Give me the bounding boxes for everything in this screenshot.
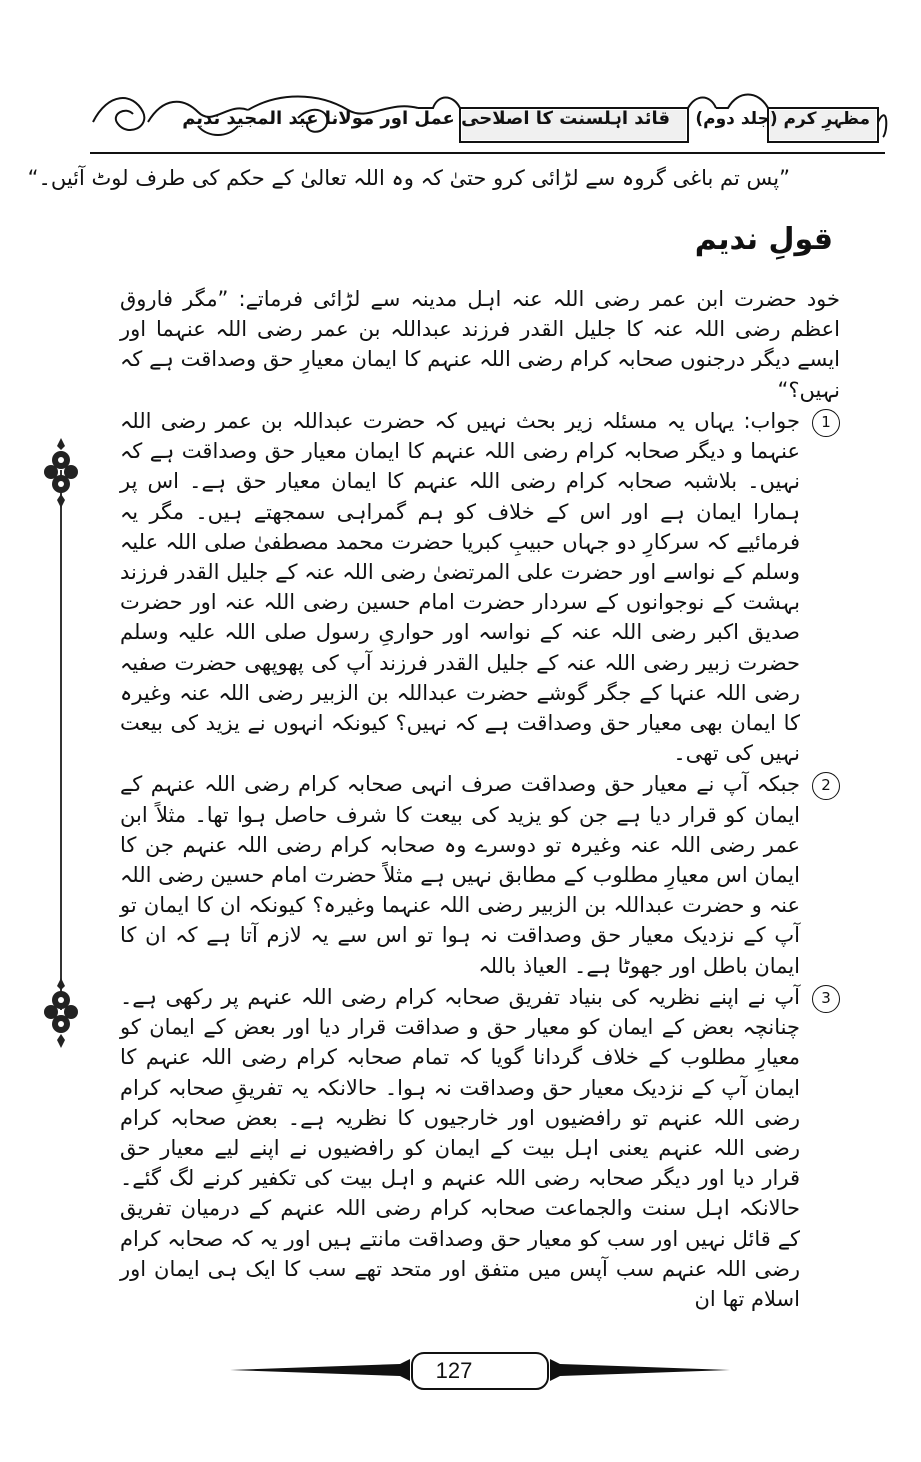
page-number: 127: [435, 1358, 473, 1383]
numbered-point: [120, 982, 840, 1314]
point-number: 3: [812, 985, 840, 1013]
intro-paragraph: خود حضرت ابن عمر رضی اللہ عنہ اہل مدینہ سے لڑائی فرماتے: ”مگر فاروق اعظم رضی اللہ عنہ کا جلیل القدر فرزند عبداللہ بن عمر رضی اللہ عنہما اور ایسے دیگر درجنوں صحابہ کرام رضی اللہ عنہم کا ایمان معیارِ حق وصداقت ہے کہ نہیں؟“: [120, 287, 840, 402]
numbered-point: [120, 406, 840, 768]
numbered-point: [120, 769, 840, 980]
point-text: آپ نے اپنے نظریہ کی بنیاد تفریق صحابہ کرام رضی اللہ عنہم پر رکھی ہے۔ چنانچہ بعض کے ایمان کو معیار حق و صداقت قرار دیا اور بعض کے ایمان کو معیارِ مطلوب کے خلاف گردانا گویا کہ تمام صحابہ کرام رضی اللہ عنہم کا ایمان آپ کے نزدیک معیار حق وصداقت نہ ہوا۔ حالانکہ یہ تفریقِ صحابہ کرام رضی اللہ عنہم تو رافضیوں اور خارجیوں کا نظریہ ہے۔ بعض صحابہ کرام رضی اللہ عنہم یعنی اہل بیت کے ایمان کو رافضیوں نے اپنے لیے معیار حق قرار دیا اور دیگر صحابہ رضی اللہ عنہم و اہل بیت کی تکفیر کرنے لگ گئے۔ حالانکہ اہل سنت والجماعت صحابہ کرام رضی اللہ عنہم کے درمیان تفریق کے قائل نہیں اور سب کو معیار حق وصداقت مانتے ہیں اور یہ کہ صحابہ کرام رضی اللہ عنہم سب آپس میں متفق اور متحد تھے سب کا ایک ہی ایمان اور اسلام تھا ان: [120, 984, 800, 1311]
margin-rule: [60, 470, 62, 1010]
point-number: 1: [812, 409, 840, 437]
margin-ornament-bottom: [41, 978, 81, 1048]
opening-quote: ”پس تم باغی گروہ سے لڑائی کرو حتیٰ کہ وہ اللہ تعالیٰ کے حکم کی طرف لوٹ آئیں۔“: [27, 166, 790, 190]
running-chapter-title: قائد اہلسنت کا اصلاحی عمل اور مولانا عبد المجید ندیم: [182, 108, 670, 129]
section-heading: قولِ ندیم: [694, 222, 833, 257]
running-book-title: مظہرِ کرم (جلد دوم): [695, 109, 870, 129]
margin-ornament-top: [41, 438, 81, 508]
point-text: جواب: یہاں یہ مسئلہ زیر بحث نہیں کہ حضرت عبداللہ بن عمر رضی اللہ عنہما و دیگر صحابہ کرام رضی اللہ عنہم کا ایمان معیار حق وصداقت ہے کہ نہیں۔ بلاشبہ صحابہ کرام رضی اللہ عنہم کا ایمان معیار حق ہے۔ اس پر ہمارا ایمان ہے اور اس کے خلاف کو ہم گمراہی سمجھتے ہیں۔ مگر یہ فرمائیے کہ سرکارِ دو جہاں حبیبِ کبریا حضرت محمد مصطفیٰ صلی اللہ علیہ وسلم کے نواسے اور حضرت علی المرتضیٰ رضی اللہ عنہ کے جلیل القدر فرزند بہشت کے نوجوانوں کے سردار حضرت امام حسین رضی اللہ عنہ اور حضرت صدیق اکبر رضی اللہ عنہ کے نواسہ اور حواریِ رسول صلی اللہ علیہ وسلم حضرت زبیر رضی اللہ عنہ کے جلیل القدر فرزند آپ کی پھوپھی حضرت صفیہ رضی اللہ عنہا کے جگر گوشے حضرت عبداللہ بن الزبیر رضی اللہ عنہ وغیرہ کا ایمان بھی معیار حق وصداقت ہے کہ نہیں؟ کیونکہ انہوں نے یزید کی بیعت نہیں کی تھی۔: [120, 408, 800, 766]
header-rule: [90, 152, 885, 154]
point-number: 2: [812, 772, 840, 800]
body-text: [120, 284, 840, 1315]
point-text: جبکہ آپ نے معیار حق وصداقت صرف انہی صحابہ کرام رضی اللہ عنہم کے ایمان کو قرار دیا ہے جن کو یزید کی بیعت کا شرف حاصل ہوا تھا۔ مثلاً ابن عمر رضی اللہ عنہ وغیرہ تو دوسرے وہ صحابہ کرام رضی اللہ عنہم جن کا ایمان اس معیارِ مطلوب کے مطابق نہیں ہے مثلاً حضرت امام حسین رضی اللہ عنہ و حضرت عبداللہ بن الزبیر رضی اللہ عنہما وغیرہ؟ کیونکہ ان کا ایمان تو آپ کے نزدیک معیار حق وصداقت نہ ہوا تو اس سے یہ لازم آتا ہے کہ ان کا ایمان باطل اور جھوٹا ہے۔ العیاذ باللہ: [120, 772, 800, 978]
